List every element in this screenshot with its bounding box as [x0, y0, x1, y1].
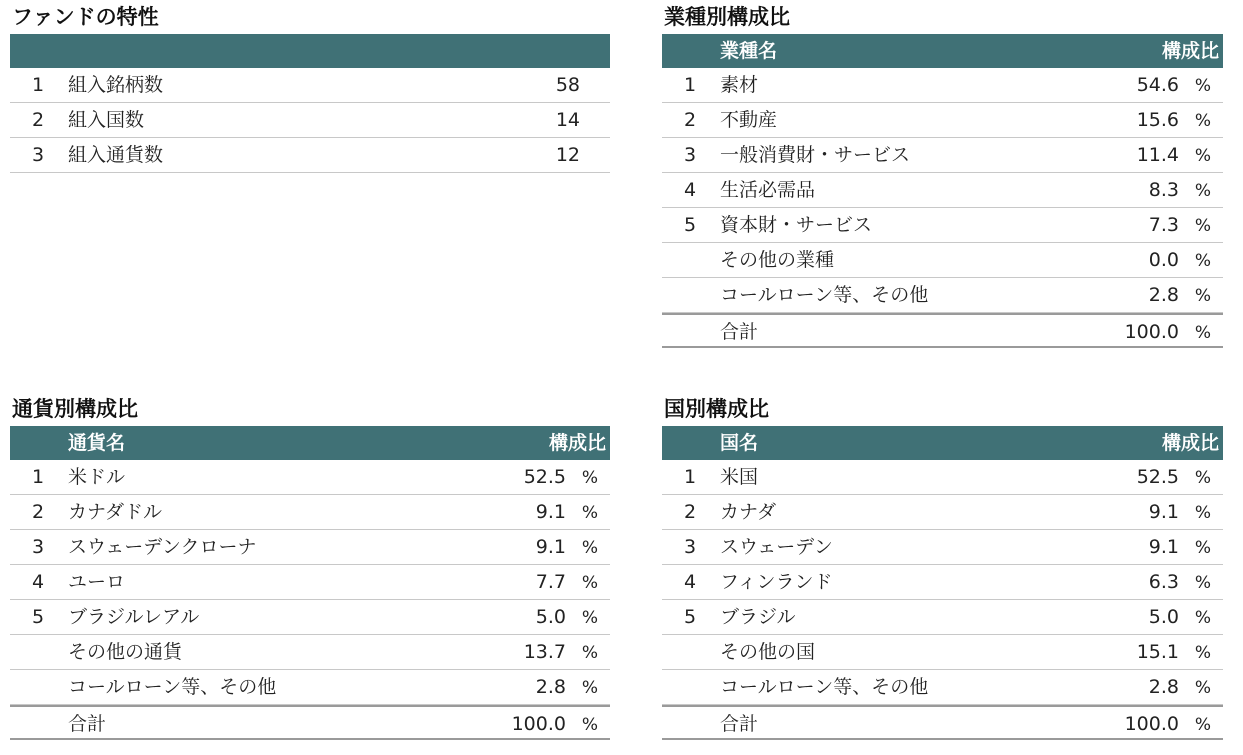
row-name: カナダ [720, 501, 777, 523]
row-value: 9.1 [535, 536, 566, 558]
row-rank: 2 [32, 501, 45, 523]
table-row [662, 68, 1223, 103]
fund-characteristics-title: ファンドの特性 [12, 5, 159, 29]
row-value: 9.1 [1148, 501, 1179, 523]
column-header-ratio: 構成比 [1161, 40, 1219, 62]
row-name: コールローン等、その他 [720, 284, 929, 306]
country-composition-panel [662, 392, 1223, 740]
total-row [662, 313, 1223, 348]
row-value: 5.0 [535, 606, 566, 628]
table-row [10, 103, 610, 138]
table-row [10, 495, 610, 530]
table-row [10, 565, 610, 600]
percent-unit: % [1194, 146, 1211, 166]
row-name: その他の業種 [720, 249, 835, 271]
total-value: 100.0 [1124, 321, 1179, 343]
row-value: 15.1 [1136, 641, 1179, 663]
row-name: 生活必需品 [720, 179, 816, 201]
row-rank: 2 [684, 501, 697, 523]
row-name: スウェーデン [720, 536, 833, 558]
table-row [10, 600, 610, 635]
percent-unit: % [1194, 678, 1211, 698]
percent-unit: % [1194, 251, 1211, 271]
table-row [10, 68, 610, 103]
row-rank: 3 [684, 144, 697, 166]
percent-unit: % [581, 538, 598, 558]
table-row [662, 103, 1223, 138]
percent-unit: % [1194, 608, 1211, 628]
percent-unit: % [1194, 503, 1211, 523]
row-name: コールローン等、その他 [68, 676, 277, 698]
row-value: 52.5 [1136, 466, 1179, 488]
row-value: 15.6 [1136, 109, 1179, 131]
total-row [10, 705, 610, 740]
country-table-header [662, 426, 1223, 460]
row-value: 0.0 [1148, 249, 1179, 271]
table-row [662, 243, 1223, 278]
row-name: 米ドル [68, 466, 126, 488]
table-row [662, 495, 1223, 530]
percent-unit: % [581, 608, 598, 628]
row-rank: 5 [684, 606, 697, 628]
column-header-name: 通貨名 [68, 432, 126, 454]
row-value: 2.8 [535, 676, 566, 698]
row-name: 素材 [720, 74, 759, 96]
percent-unit: % [1194, 216, 1211, 236]
row-rank: 3 [32, 144, 45, 166]
percent-unit: % [1194, 538, 1211, 558]
row-value: 7.3 [1148, 214, 1179, 236]
row-rank: 1 [32, 466, 45, 488]
table-row [662, 530, 1223, 565]
fund-characteristics-header [10, 34, 610, 68]
row-value: 5.0 [1148, 606, 1179, 628]
table-row [10, 670, 610, 705]
column-header-name: 業種名 [720, 40, 778, 62]
row-name: 一般消費財・サービス [720, 144, 911, 166]
table-row [10, 460, 610, 495]
row-rank: 1 [684, 466, 697, 488]
percent-unit: % [581, 643, 598, 663]
total-label: 合計 [720, 713, 759, 735]
percent-unit: % [581, 715, 598, 735]
row-value: 14 [555, 109, 580, 131]
row-value: 6.3 [1148, 571, 1179, 593]
row-rank: 4 [684, 179, 697, 201]
total-row [662, 705, 1223, 740]
row-value: 2.8 [1148, 676, 1179, 698]
total-label: 合計 [720, 321, 759, 343]
percent-unit: % [1194, 715, 1211, 735]
industry-composition-panel [662, 0, 1223, 348]
percent-unit: % [581, 678, 598, 698]
percent-unit: % [1194, 286, 1211, 306]
fund-characteristics-panel [10, 0, 610, 173]
currency-composition-title: 通貨別構成比 [12, 397, 138, 421]
percent-unit: % [1194, 468, 1211, 488]
row-value: 8.3 [1148, 179, 1179, 201]
country-composition-title: 国別構成比 [664, 397, 769, 421]
total-label: 合計 [68, 713, 107, 735]
table-row [662, 460, 1223, 495]
table-row [662, 670, 1223, 705]
industry-composition-title: 業種別構成比 [664, 5, 790, 29]
row-rank: 3 [32, 536, 45, 558]
row-name: ブラジルレアル [68, 606, 200, 628]
row-name: その他の国 [720, 641, 816, 663]
row-value: 12 [555, 144, 580, 166]
row-value: 13.7 [523, 641, 566, 663]
percent-unit: % [1194, 181, 1211, 201]
row-name: 組入通貨数 [68, 144, 164, 166]
column-header-ratio: 構成比 [1161, 432, 1219, 454]
row-value: 9.1 [1148, 536, 1179, 558]
row-name: コールローン等、その他 [720, 676, 929, 698]
percent-unit: % [581, 468, 598, 488]
row-value: 7.7 [535, 571, 566, 593]
percent-unit: % [1194, 643, 1211, 663]
industry-table-header [662, 34, 1223, 68]
table-row [662, 635, 1223, 670]
row-rank: 2 [32, 109, 45, 131]
table-row [662, 278, 1223, 313]
percent-unit: % [1194, 573, 1211, 593]
row-name: その他の通貨 [68, 641, 183, 663]
row-rank: 1 [32, 74, 45, 96]
table-row [10, 530, 610, 565]
row-value: 2.8 [1148, 284, 1179, 306]
row-value: 52.5 [523, 466, 566, 488]
row-rank: 1 [684, 74, 697, 96]
table-row [662, 173, 1223, 208]
table-row [662, 138, 1223, 173]
column-header-name: 国名 [720, 432, 759, 454]
row-name: カナダドル [68, 501, 163, 523]
row-name: 組入銘柄数 [68, 74, 164, 96]
row-name: スウェーデンクローナ [68, 536, 257, 558]
table-row [662, 600, 1223, 635]
row-value: 54.6 [1136, 74, 1179, 96]
row-rank: 5 [684, 214, 697, 236]
table-row [10, 138, 610, 173]
row-value: 11.4 [1136, 144, 1179, 166]
row-name: 資本財・サービス [720, 214, 873, 236]
row-name: フィンランド [720, 571, 833, 593]
percent-unit: % [581, 503, 598, 523]
row-rank: 5 [32, 606, 45, 628]
currency-composition-panel [10, 392, 610, 740]
currency-table-header [10, 426, 610, 460]
row-value: 9.1 [535, 501, 566, 523]
table-row [10, 635, 610, 670]
percent-unit: % [1194, 323, 1211, 343]
table-row [662, 565, 1223, 600]
row-name: ユーロ [68, 571, 126, 593]
total-value: 100.0 [1124, 713, 1179, 735]
total-value: 100.0 [511, 713, 566, 735]
percent-unit: % [1194, 111, 1211, 131]
table-row [662, 208, 1223, 243]
row-value: 58 [555, 74, 580, 96]
row-rank: 4 [684, 571, 697, 593]
row-name: ブラジル [720, 606, 796, 628]
row-name: 不動産 [720, 109, 778, 131]
column-header-ratio: 構成比 [548, 432, 606, 454]
row-rank: 3 [684, 536, 697, 558]
row-rank: 4 [32, 571, 45, 593]
row-name: 米国 [720, 466, 759, 488]
percent-unit: % [1194, 76, 1211, 96]
row-name: 組入国数 [68, 109, 145, 131]
row-rank: 2 [684, 109, 697, 131]
percent-unit: % [581, 573, 598, 593]
